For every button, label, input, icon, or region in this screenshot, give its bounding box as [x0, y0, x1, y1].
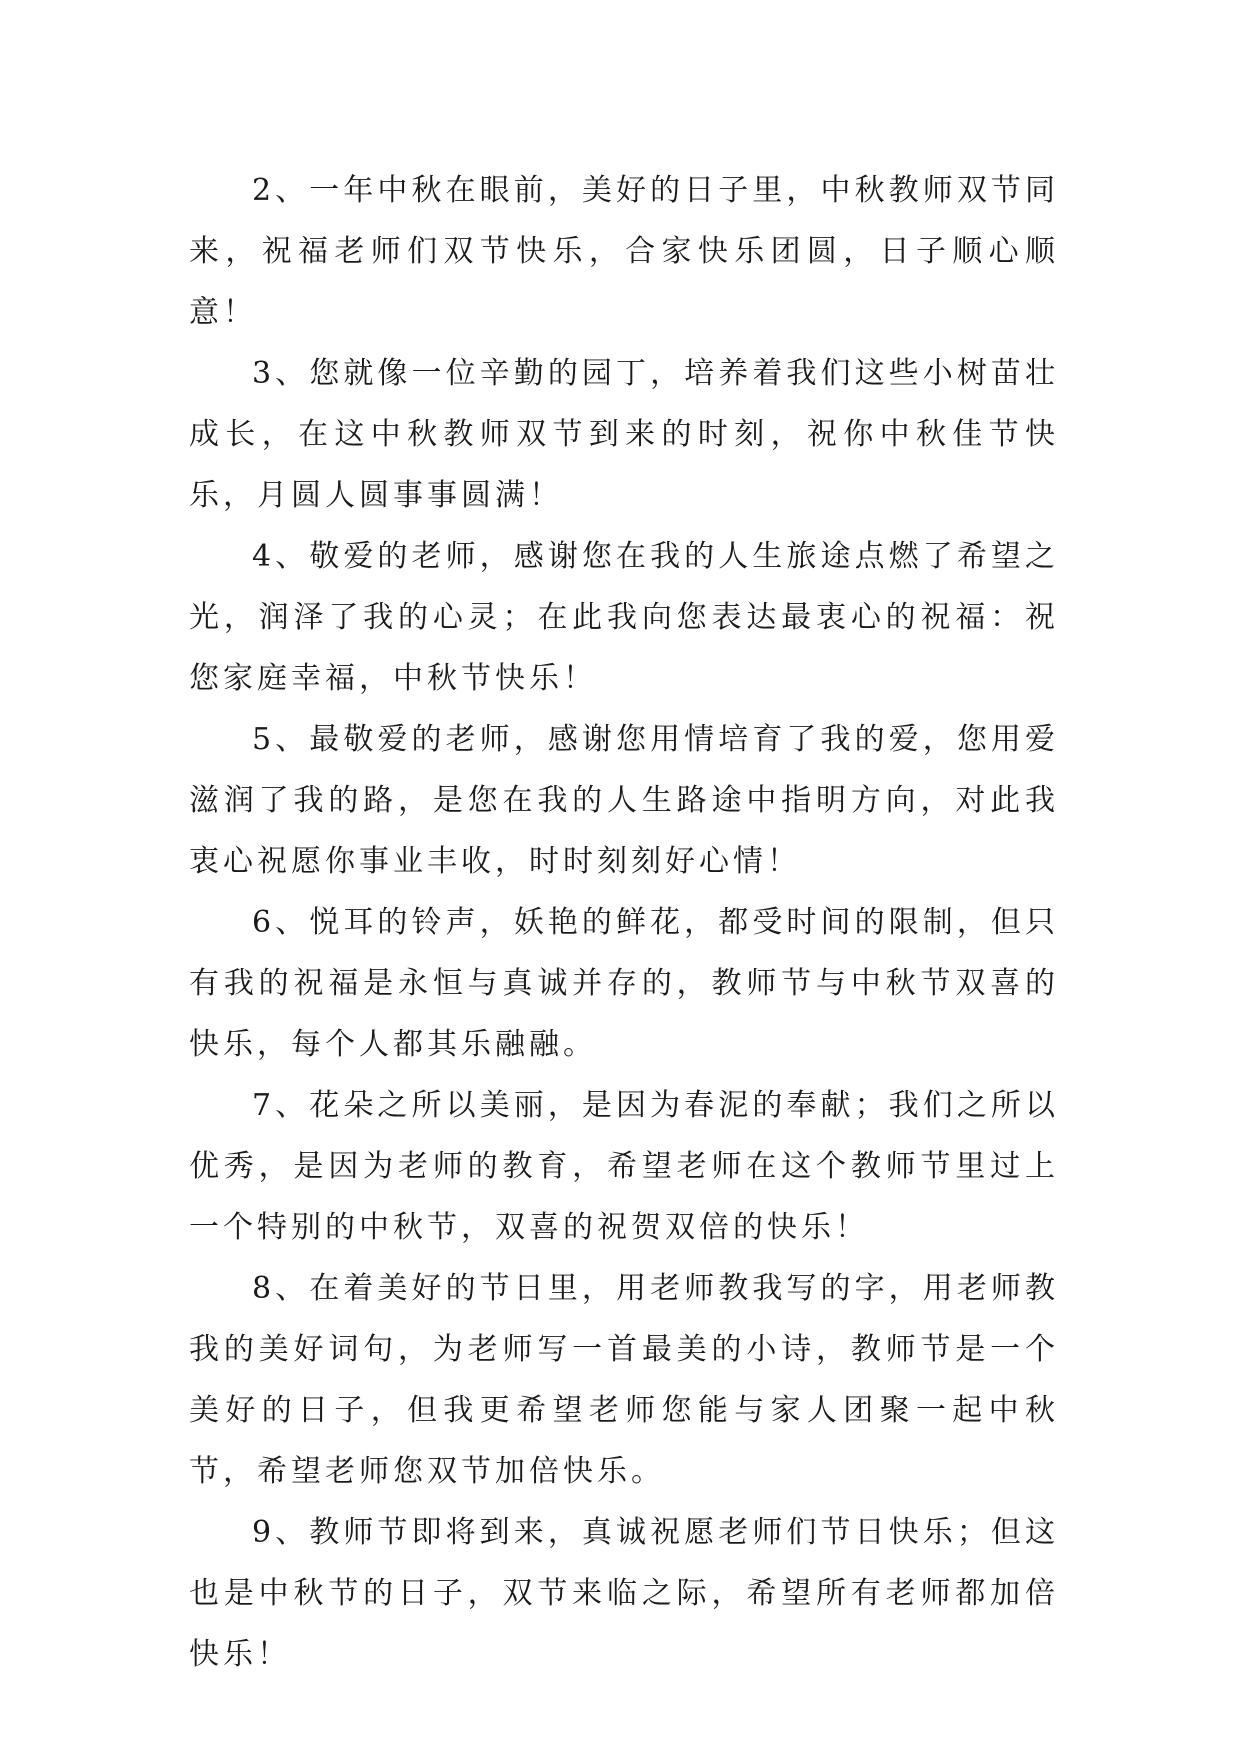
- paragraph-6: 6、悦耳的铃声，妖艳的鲜花，都受时间的限制，但只有我的祝福是永恒与真诚并存的，教师节与中秋节双喜的快乐，每个人都其乐融融。: [189, 905, 1059, 1062]
- document-body: [189, 160, 1059, 1685]
- paragraph-4: 4、敬爱的老师，感谢您在我的人生旅途点燃了希望之光，润泽了我的心灵；在此我向您表达最衷心的祝福：祝您家庭幸福，中秋节快乐！: [189, 539, 1059, 696]
- paragraph-3: 3、您就像一位辛勤的园丁，培养着我们这些小树苗壮成长，在这中秋教师双节到来的时刻，祝你中秋佳节快乐，月圆人圆事事圆满！: [189, 356, 1059, 513]
- paragraph-8: 8、在着美好的节日里，用老师教我写的字，用老师教我的美好词句，为老师写一首最美的小诗，教师节是一个美好的日子，但我更希望老师您能与家人团聚一起中秋节，希望老师您双节加倍快乐。: [189, 1271, 1059, 1489]
- paragraph-2: 2、一年中秋在眼前，美好的日子里，中秋教师双节同来，祝福老师们双节快乐，合家快乐团圆，日子顺心顺意！: [189, 173, 1059, 330]
- paragraph-5: 5、最敬爱的老师，感谢您用情培育了我的爱，您用爱滋润了我的路，是您在我的人生路途中指明方向，对此我衷心祝愿你事业丰收，时时刻刻好心情！: [189, 722, 1059, 879]
- paragraph-7: 7、花朵之所以美丽，是因为春泥的奉献；我们之所以优秀，是因为老师的教育，希望老师在这个教师节里过上一个特别的中秋节，双喜的祝贺双倍的快乐！: [189, 1088, 1059, 1245]
- paragraph-9: 9、教师节即将到来，真诚祝愿老师们节日快乐；但这也是中秋节的日子，双节来临之际，希望所有老师都加倍快乐！: [189, 1515, 1059, 1672]
